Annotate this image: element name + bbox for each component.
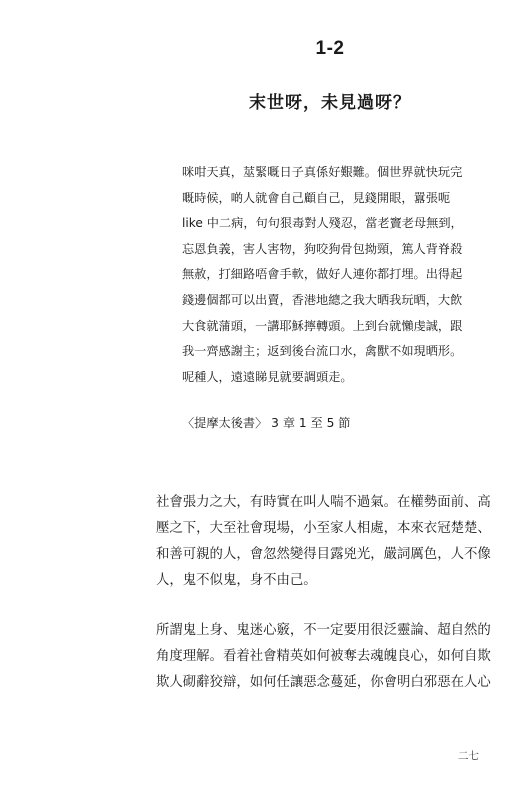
- quote-line: 大食就蒲頭，一講耶穌擰轉頭。上到台就懶虔誠，跟: [182, 318, 463, 333]
- quote-line: 忘恩負義，害人害物，狗咬狗骨包拗頸，篤人背脊殺: [182, 241, 463, 256]
- paragraph-line: 壓之下，大至社會現場，小至家人相處，本來衣冠楚楚、: [156, 521, 491, 536]
- paragraph-line: 角度理解。看着社會精英如何被奪去魂魄良心，如何自欺: [156, 649, 491, 664]
- quote-line: 錢邊個都可以出賣，香港地總之我大晒我玩晒，大飲: [182, 292, 463, 307]
- quote-line: 我一齊感謝主；返到後台流口水，禽獸不如現晒形。: [182, 344, 463, 359]
- paragraph-line: 所謂鬼上身、鬼迷心竅，不一定要用很泛靈論、超自然的: [156, 623, 491, 638]
- scripture-citation: 〈提摩太後書〉 3 章 1 至 5 節: [182, 416, 351, 430]
- paragraph-line: 社會張力之大，有時實在叫人喘不過氣。在權勢面前、高: [156, 495, 491, 510]
- quote-line: 呢種人，遠遠睇見就要調頭走。: [182, 369, 353, 384]
- chapter-title: 末世呀，未見過呀？: [249, 93, 411, 113]
- quote-line: 咪咁天真，莁緊嘅日子真係好艱難。個世界就快玩完: [182, 165, 463, 179]
- paragraph-line: 人，鬼不似鬼，身不由己。: [156, 573, 317, 588]
- scripture-quote: [182, 160, 494, 390]
- body-paragraph: [156, 490, 492, 594]
- chapter-number: 1-2: [315, 38, 345, 59]
- page-number: 二七: [458, 750, 479, 762]
- body-paragraph: [156, 618, 492, 696]
- quote-line: 嘅時候，啲人就會自己顧自己，見錢開眼，囂張呃: [182, 190, 451, 205]
- quote-line: like 中二病，句句狠毒對人殘忍，當老竇老母無到，: [182, 216, 463, 231]
- quote-line: 無赦，打細路唔會手軟，做好人連你都打埋。出得起: [182, 267, 463, 282]
- paragraph-line: 欺人砌辭狡辯，如何任讓惡念蔓延，你會明白邪惡在人心: [156, 675, 491, 690]
- paragraph-line: 和善可親的人，會忽然變得目露兇光，嚴詞厲色，人不像: [156, 547, 491, 562]
